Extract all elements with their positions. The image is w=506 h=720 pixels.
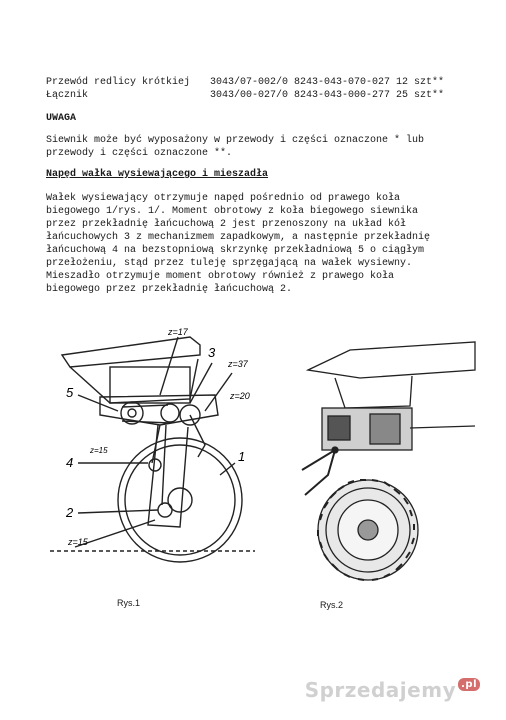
paragraph-line: Mieszadło otrzymuje moment obrotowy również z prawego koła — [46, 271, 395, 282]
paragraph-line: przez przekładnię łańcuchową 2 jest przenoszony na układ kół — [46, 219, 407, 230]
part-name: Łącznik — [46, 90, 89, 101]
figure-2-caption: Rys.2 — [320, 600, 344, 610]
paragraph-line: łańcuchowych 3 z mechanizmem zapadkowym, a następnie przekładnię — [46, 232, 431, 243]
paragraph-line: łańcuchową 4 na bezstopniową skrzynkę przekładniową 5 o ciągłym — [46, 245, 425, 256]
note-line: Siewnik może być wyposażony w przewody i części oznaczone * lub — [46, 135, 425, 146]
figure-1-drive-schematic — [40, 315, 280, 570]
label-z37: z=37 — [228, 359, 248, 369]
part-code: 3043/07-002/0 8243-043-070-027 12 szt** — [210, 77, 445, 88]
label-2: 2 — [66, 505, 74, 520]
parts-list — [46, 76, 466, 102]
label-1: 1 — [238, 449, 246, 464]
label-z20: z=20 — [230, 391, 250, 401]
section-heading: Napęd wałka wysiewającego i mieszadła — [46, 169, 269, 180]
figure-1-caption: Rys.1 — [117, 598, 141, 608]
description-paragraph — [46, 192, 466, 296]
figure-2-seeder-photo — [290, 330, 480, 585]
watermark-text: Sprzedajemy — [304, 678, 457, 702]
note-line: przewody i części oznaczone **. — [46, 148, 233, 159]
label-5: 5 — [66, 385, 74, 400]
paragraph-line: Wałek wysiewający otrzymuje napęd pośrednio od prawego koła — [46, 193, 401, 204]
watermark-badge: .pl — [458, 678, 480, 691]
part-code: 3043/00-027/0 8243-043-000-277 25 szt** — [210, 90, 445, 101]
label-3: 3 — [208, 345, 216, 360]
parts-row — [46, 89, 466, 102]
uwaga-heading: UWAGA — [46, 113, 77, 124]
label-z17: z=17 — [168, 327, 188, 337]
uwaga-note — [46, 134, 466, 160]
label-z15-lower: z=15 — [68, 537, 88, 547]
label-4: 4 — [66, 455, 74, 470]
watermark-logo — [305, 678, 480, 702]
parts-row — [46, 76, 466, 89]
paragraph-line: biegowego 1/rys. 1/. Moment obrotowy z koła biegowego siewnika — [46, 206, 419, 217]
label-z15-upper: z=15 — [90, 446, 108, 455]
paragraph-line: biegowego przez przekładnię łańcuchową 2. — [46, 284, 293, 295]
part-name: Przewód redlicy krótkiej — [46, 77, 191, 88]
paragraph-line: przełożeniu, stąd przez tuleję sprzęgającą na wałek wysiewny. — [46, 258, 413, 269]
